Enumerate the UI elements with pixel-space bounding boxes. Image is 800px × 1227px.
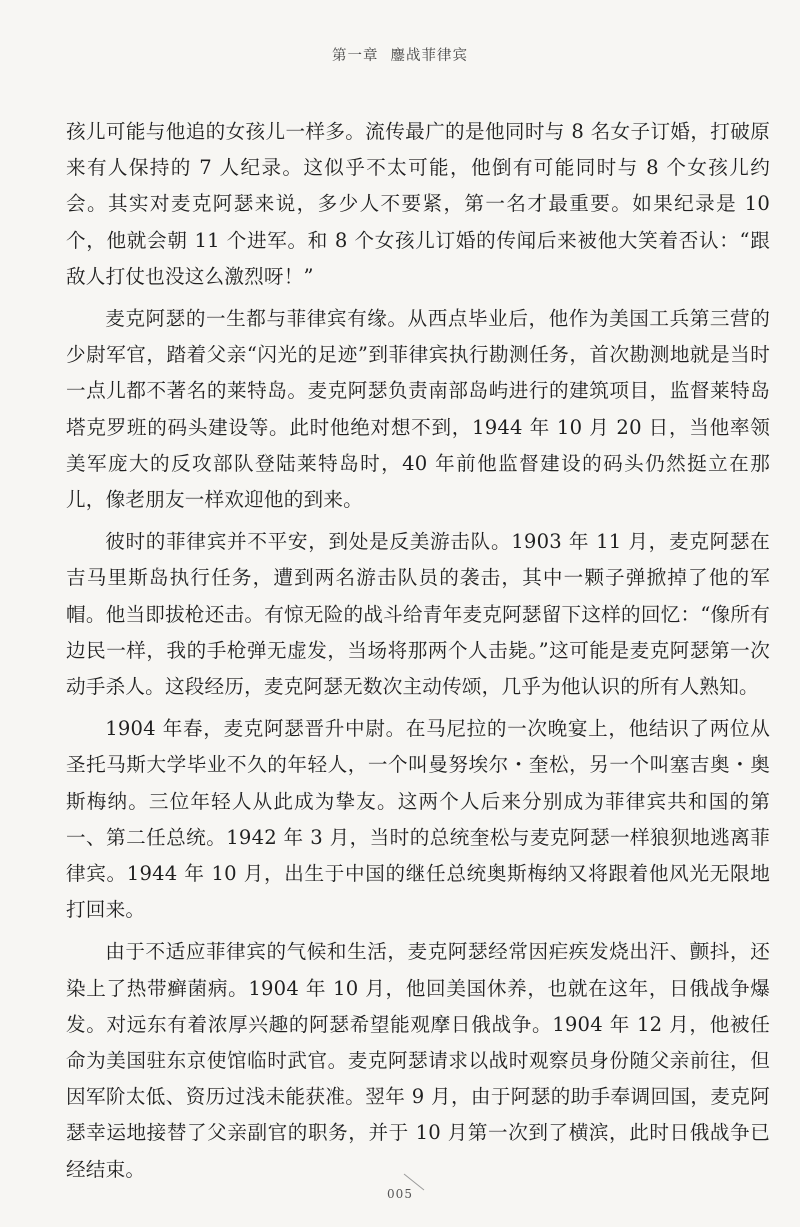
page-number: 005 (387, 1187, 413, 1201)
paragraph: 由于不适应菲律宾的气候和生活，麦克阿瑟经常因疟疾发烧出汗、颤抖，还染上了热带癣菌病。1904 年 10 月，他回美国休养，也就在这年，日俄战争爆发。对远东有着浓厚兴趣的阿瑟希望能观摩日俄战争。1904 年 12 月，他被任命为美国驻东京使馆临时武官。麦克阿瑟请求以战时观察员身份随父亲前往，但因军阶太低、资历过浅未能获准。翌年 9 月，由于阿瑟的助手奉调回国，麦克阿瑟幸运地接替了父亲副官的职务，并于 10 月第一次到了横滨，此时日俄战争已经结束。 (66, 940, 770, 1181)
running-head (0, 44, 800, 65)
paragraph: 孩儿可能与他追的女孩儿一样多。流传最广的是他同时与 8 名女子订婚，打破原来有人保持的 7 人纪录。这似乎不太可能，他倒有可能同时与 8 个女孩儿约会。其实对麦克阿瑟来说，多少人不要紧，第一名才最重要。如果纪录是 10 个，他就会朝 11 个进军。和 8 个女孩儿订婚的传闻后来被他大笑着否认：“跟敌人打仗也没这么激烈呀！” (66, 120, 770, 288)
chapter-label: 第一章 (332, 48, 379, 64)
body-text (66, 114, 770, 1194)
chapter-title: 鏖战菲律宾 (390, 48, 468, 64)
paragraph: 1904 年春，麦克阿瑟晋升中尉。在马尼拉的一次晚宴上，他结识了两位从圣托马斯大学毕业不久的年轻人，一个叫曼努埃尔・奎松，另一个叫塞吉奥・奥斯梅纳。三位年轻人从此成为挚友。这两个人后来分别成为菲律宾共和国的第一、第二任总统。1942 年 3 月，当时的总统奎松与麦克阿瑟一样狼狈地逃离菲律宾。1944 年 10 月，出生于中国的继任总统奥斯梅纳又将跟着他风光无限地打回来。 (66, 717, 770, 922)
paragraph: 麦克阿瑟的一生都与菲律宾有缘。从西点毕业后，他作为美国工兵第三营的少尉军官，踏着父亲“闪光的足迹”到菲律宾执行勘测任务，首次勘测地就是当时一点儿都不著名的莱特岛。麦克阿瑟负责南部岛屿进行的建筑项目，监督莱特岛塔克罗班的码头建设等。此时他绝对想不到，1944 年 10 月 20 日，当他率领美军庞大的反攻部队登陆莱特岛时，40 年前他监督建设的码头仍然挺立在那儿，像老朋友一样欢迎他的到来。 (66, 307, 770, 512)
paragraph: 彼时的菲律宾并不平安，到处是反美游击队。1903 年 11 月，麦克阿瑟在吉马里斯岛执行任务，遭到两名游击队员的袭击，其中一颗子弹掀掉了他的军帽。他当即拔枪还击。有惊无险的战斗给青年麦克阿瑟留下这样的回忆：“像所有边民一样，我的手枪弹无虚发，当场将那两个人击毙。”这可能是麦克阿瑟第一次动手杀人。这段经历，麦克阿瑟无数次主动传颂，几乎为他认识的所有人熟知。 (66, 530, 770, 699)
